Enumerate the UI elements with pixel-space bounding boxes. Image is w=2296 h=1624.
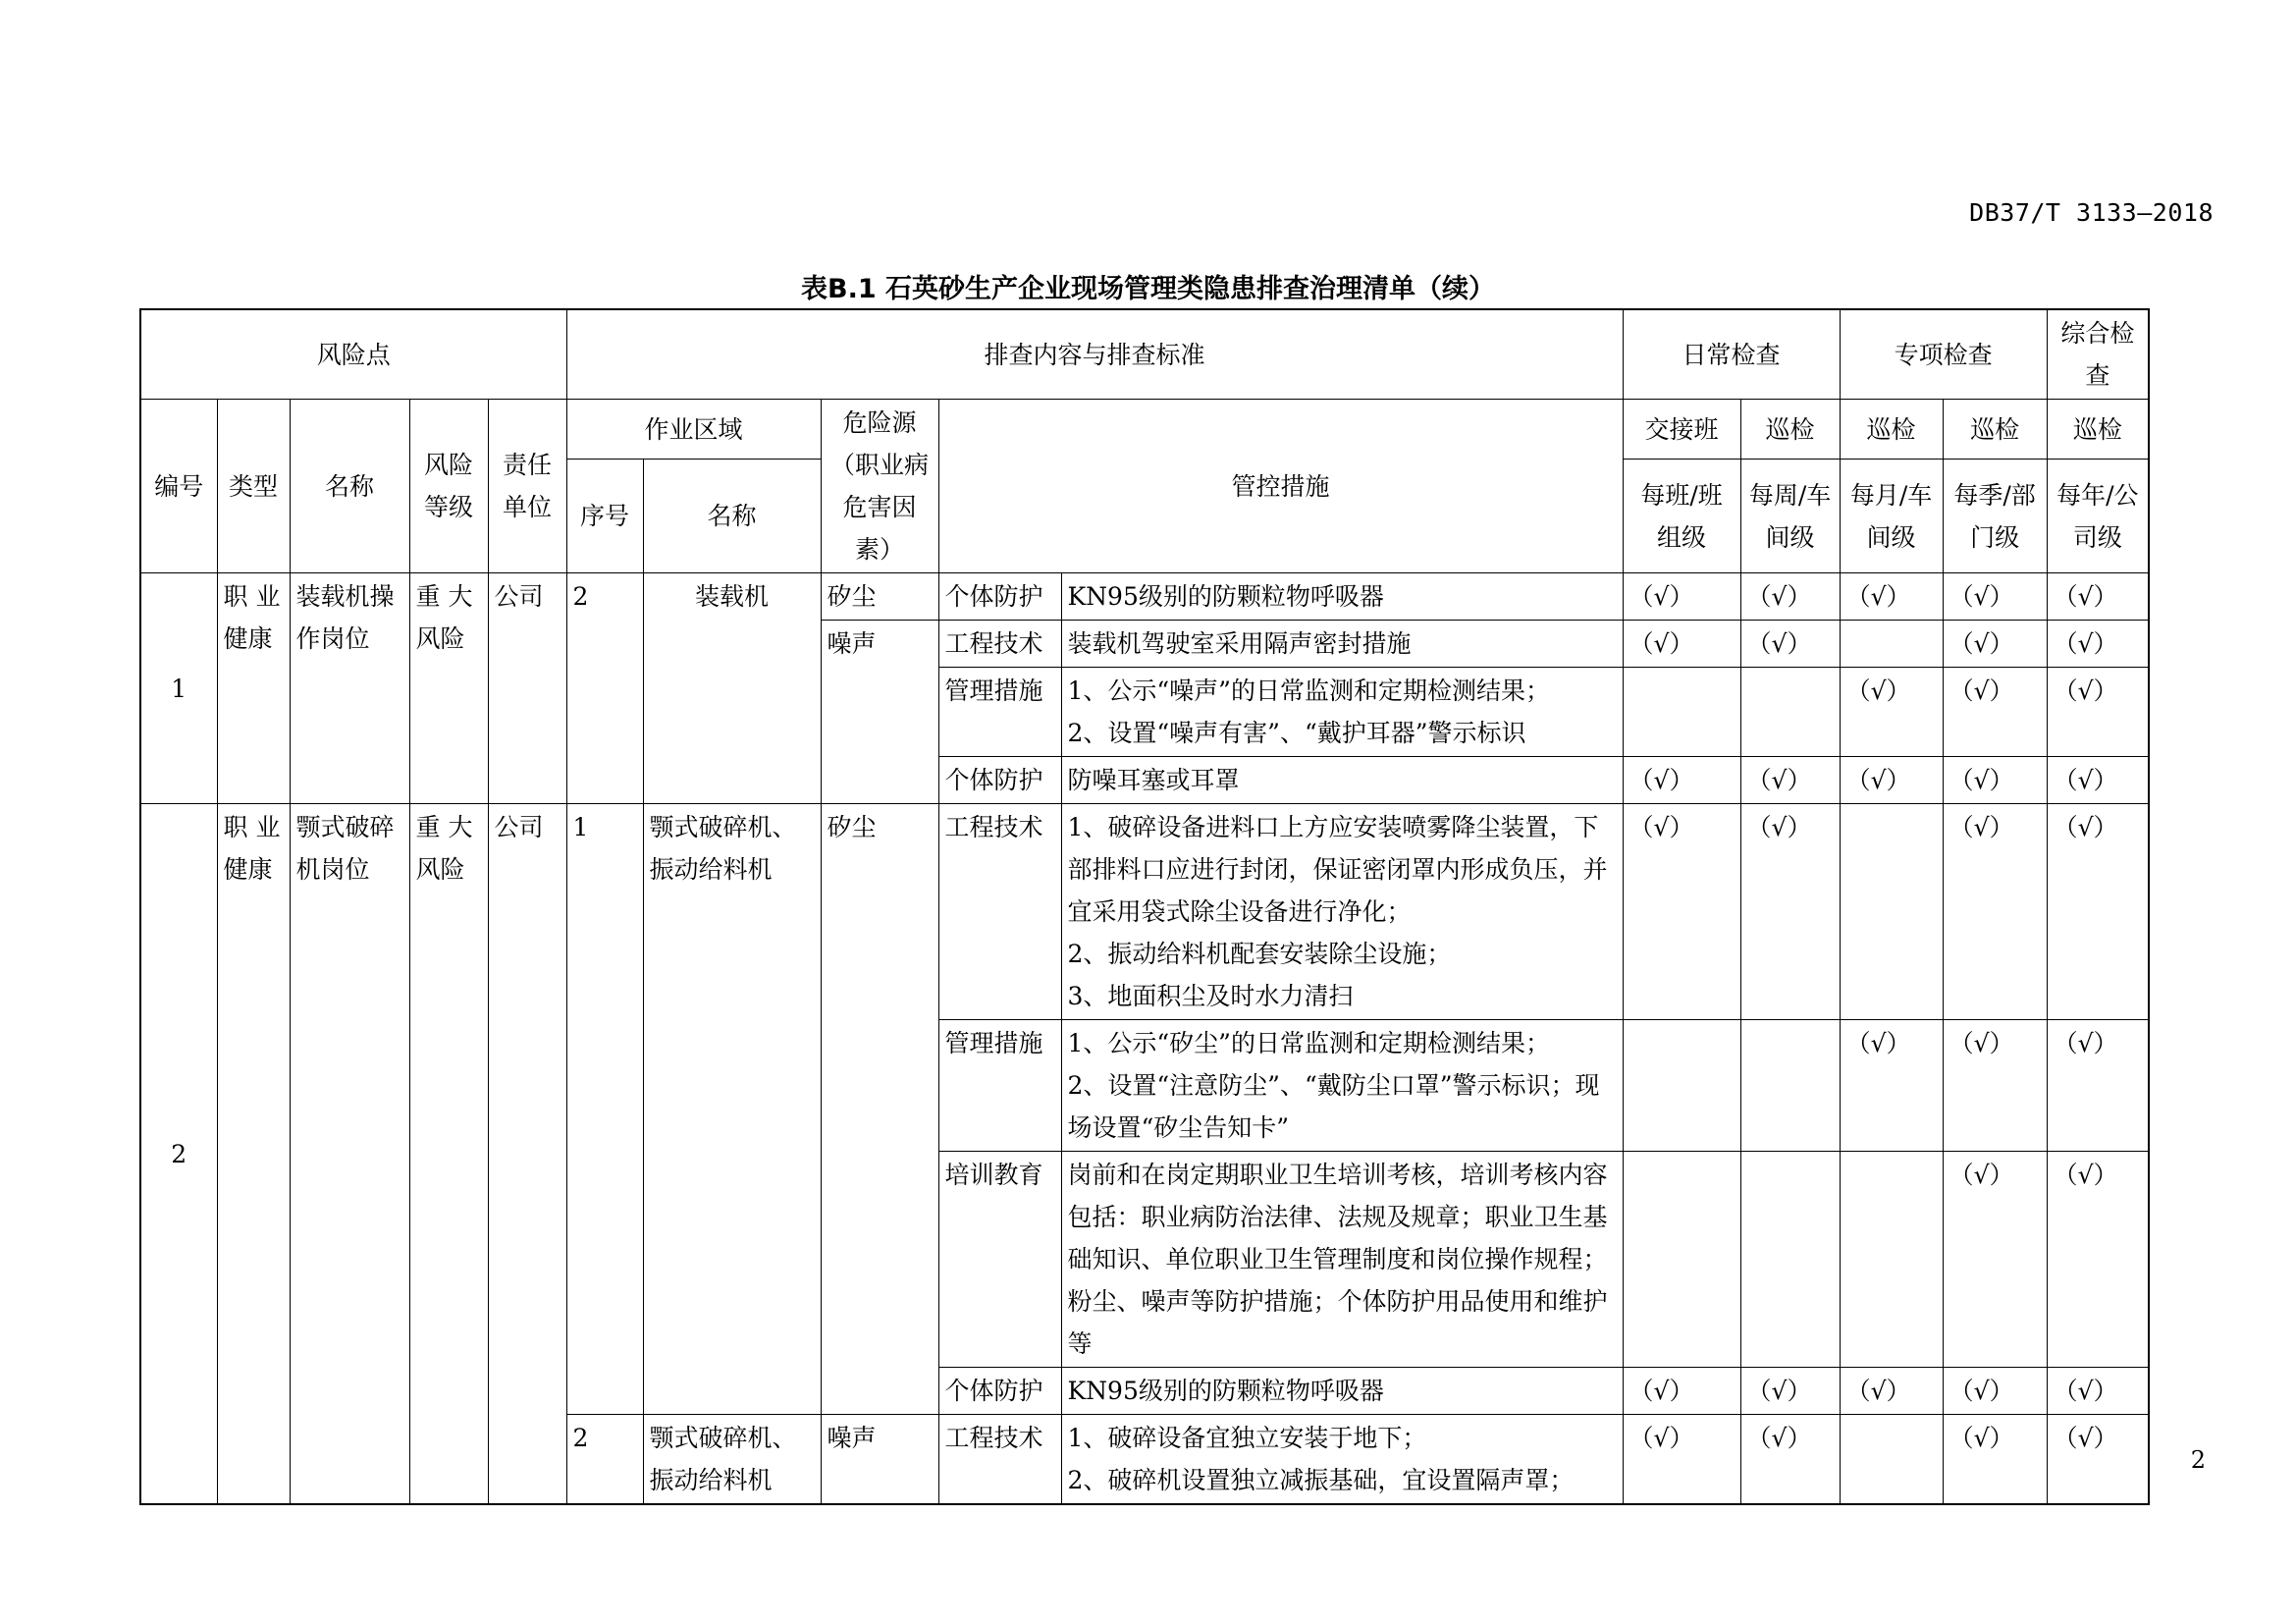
check-mark: （√） xyxy=(1623,573,1740,621)
check-mark: （√） xyxy=(1740,1368,1840,1415)
risk-name: 装载机操作岗位 xyxy=(290,573,409,804)
control-measure: 防噪耳塞或耳罩 xyxy=(1061,757,1623,804)
header-seq: 序号 xyxy=(566,460,643,573)
check-empty xyxy=(1740,668,1840,757)
header-frequency: 每季/部门级 xyxy=(1943,460,2047,573)
check-empty xyxy=(1840,1415,1943,1505)
header-work-area: 作业区域 xyxy=(566,400,821,460)
risk-number: 2 xyxy=(140,804,217,1505)
control-measure: 1、公示“矽尘”的日常监测和定期检测结果； 2、设置“注意防尘”、“戴防尘口罩”警示标识；现场设置“矽尘告知卡” xyxy=(1061,1020,1623,1152)
control-category: 个体防护 xyxy=(938,1368,1061,1415)
header-patrol: 巡检 xyxy=(1840,400,1943,460)
check-mark: （√） xyxy=(2047,573,2149,621)
risk-name: 颚式破碎机岗位 xyxy=(290,804,409,1505)
header-risk-level: 风险等级 xyxy=(409,400,488,573)
responsible-unit: 公司 xyxy=(488,573,566,804)
check-empty xyxy=(1740,1020,1840,1152)
table-row xyxy=(140,804,2149,1020)
control-category: 个体防护 xyxy=(938,573,1061,621)
header-hazard-source: 危险源（职业病危害因素） xyxy=(821,400,938,573)
check-mark: （√） xyxy=(1740,757,1840,804)
check-mark: （√） xyxy=(2047,757,2149,804)
control-category: 培训教育 xyxy=(938,1152,1061,1368)
control-category: 工程技术 xyxy=(938,804,1061,1020)
check-mark: （√） xyxy=(1840,668,1943,757)
header-comprehensive-check: 综合检查 xyxy=(2047,309,2149,400)
area-seq: 2 xyxy=(566,573,643,804)
header-control-measures: 管控措施 xyxy=(938,400,1623,573)
control-category: 工程技术 xyxy=(938,621,1061,668)
area-name: 颚式破碎机、振动给料机 xyxy=(643,1415,821,1505)
risk-type: 职 业健康 xyxy=(217,573,290,804)
check-empty xyxy=(1840,804,1943,1020)
check-mark: （√） xyxy=(1840,573,1943,621)
header-shift-handover: 交接班 xyxy=(1623,400,1740,460)
check-mark: （√） xyxy=(1740,573,1840,621)
header-patrol: 巡检 xyxy=(1740,400,1840,460)
check-empty xyxy=(1623,668,1740,757)
check-mark: （√） xyxy=(2047,621,2149,668)
check-mark: （√） xyxy=(1623,1415,1740,1505)
check-mark: （√） xyxy=(1623,1368,1740,1415)
area-seq: 1 xyxy=(566,804,643,1415)
check-empty xyxy=(1840,1152,1943,1368)
page-number: 2 xyxy=(2190,1446,2206,1474)
check-mark: （√） xyxy=(1623,621,1740,668)
header-row-1 xyxy=(140,309,2149,400)
risk-number: 1 xyxy=(140,573,217,804)
check-mark: （√） xyxy=(2047,1368,2149,1415)
check-mark: （√） xyxy=(1740,804,1840,1020)
check-mark: （√） xyxy=(2047,1020,2149,1152)
check-mark: （√） xyxy=(1943,1152,2047,1368)
control-measure: 1、破碎设备宜独立安装于地下； 2、破碎机设置独立减振基础，宜设置隔声罩； xyxy=(1061,1415,1623,1505)
risk-level: 重 大风险 xyxy=(409,573,488,804)
hazard-checklist-table xyxy=(139,308,2150,1505)
table-title: 表B.1 石英砂生产企业现场管理类隐患排查治理清单（续） xyxy=(800,274,1496,304)
control-measure: KN95级别的防颗粒物呼吸器 xyxy=(1061,573,1623,621)
control-measure: KN95级别的防颗粒物呼吸器 xyxy=(1061,1368,1623,1415)
header-type: 类型 xyxy=(217,400,290,573)
control-measure: 岗前和在岗定期职业卫生培训考核，培训考核内容包括：职业病防治法律、法规及规章；职业卫生基础知识、单位职业卫生管理制度和岗位操作规程；粉尘、噪声等防护措施；个体防护用品使用和维护等 xyxy=(1061,1152,1623,1368)
control-category: 管理措施 xyxy=(938,1020,1061,1152)
header-patrol: 巡检 xyxy=(2047,400,2149,460)
check-mark: （√） xyxy=(1943,573,2047,621)
risk-type: 职 业健康 xyxy=(217,804,290,1505)
check-empty xyxy=(1740,1152,1840,1368)
check-mark: （√） xyxy=(1740,1415,1840,1505)
check-mark: （√） xyxy=(2047,1415,2149,1505)
check-mark: （√） xyxy=(1623,804,1740,1020)
header-daily-check: 日常检查 xyxy=(1623,309,1840,400)
area-name: 颚式破碎机、振动给料机 xyxy=(643,804,821,1415)
header-frequency: 每年/公司级 xyxy=(2047,460,2149,573)
document-code: DB37/T 3133—2018 xyxy=(1969,198,2214,227)
check-mark: （√） xyxy=(1943,1020,2047,1152)
header-frequency: 每周/车间级 xyxy=(1740,460,1840,573)
area-name: 装载机 xyxy=(643,573,821,804)
check-mark: （√） xyxy=(1840,757,1943,804)
header-row-2 xyxy=(140,400,2149,460)
check-mark: （√） xyxy=(1840,1020,1943,1152)
control-measure: 1、破碎设备进料口上方应安装喷雾降尘装置，下部排料口应进行封闭，保证密闭罩内形成负压，并宜采用袋式除尘设备进行净化； 2、振动给料机配套安装除尘设施； 3、地面积尘及时水力清扫 xyxy=(1061,804,1623,1020)
header-content: 排查内容与排查标准 xyxy=(566,309,1623,400)
risk-level: 重 大风险 xyxy=(409,804,488,1505)
hazard-source: 噪声 xyxy=(821,1415,938,1505)
check-mark: （√） xyxy=(1943,804,2047,1020)
control-category: 工程技术 xyxy=(938,1415,1061,1505)
check-mark: （√） xyxy=(1943,621,2047,668)
control-category: 个体防护 xyxy=(938,757,1061,804)
header-special-check: 专项检查 xyxy=(1840,309,2047,400)
check-mark: （√） xyxy=(1943,668,2047,757)
header-number: 编号 xyxy=(140,400,217,573)
check-mark: （√） xyxy=(1623,757,1740,804)
responsible-unit: 公司 xyxy=(488,804,566,1505)
check-mark: （√） xyxy=(2047,804,2149,1020)
check-empty xyxy=(1623,1020,1740,1152)
check-empty xyxy=(1623,1152,1740,1368)
check-mark: （√） xyxy=(1943,1368,2047,1415)
header-risk-point: 风险点 xyxy=(140,309,566,400)
check-mark: （√） xyxy=(2047,668,2149,757)
header-responsible-unit: 责任单位 xyxy=(488,400,566,573)
hazard-source: 矽尘 xyxy=(821,573,938,621)
check-mark: （√） xyxy=(1840,1368,1943,1415)
check-mark: （√） xyxy=(1943,1415,2047,1505)
check-mark: （√） xyxy=(1740,621,1840,668)
header-area-name: 名称 xyxy=(643,460,821,573)
check-mark: （√） xyxy=(2047,1152,2149,1368)
header-name: 名称 xyxy=(290,400,409,573)
check-empty xyxy=(1840,621,1943,668)
control-category: 管理措施 xyxy=(938,668,1061,757)
hazard-source: 矽尘 xyxy=(821,804,938,1415)
hazard-source: 噪声 xyxy=(821,621,938,804)
control-measure: 装载机驾驶室采用隔声密封措施 xyxy=(1061,621,1623,668)
header-frequency: 每月/车间级 xyxy=(1840,460,1943,573)
area-seq: 2 xyxy=(566,1415,643,1505)
header-patrol: 巡检 xyxy=(1943,400,2047,460)
header-frequency: 每班/班组级 xyxy=(1623,460,1740,573)
check-mark: （√） xyxy=(1943,757,2047,804)
control-measure: 1、公示“噪声”的日常监测和定期检测结果； 2、设置“噪声有害”、“戴护耳器”警示标识 xyxy=(1061,668,1623,757)
table-row xyxy=(140,573,2149,621)
